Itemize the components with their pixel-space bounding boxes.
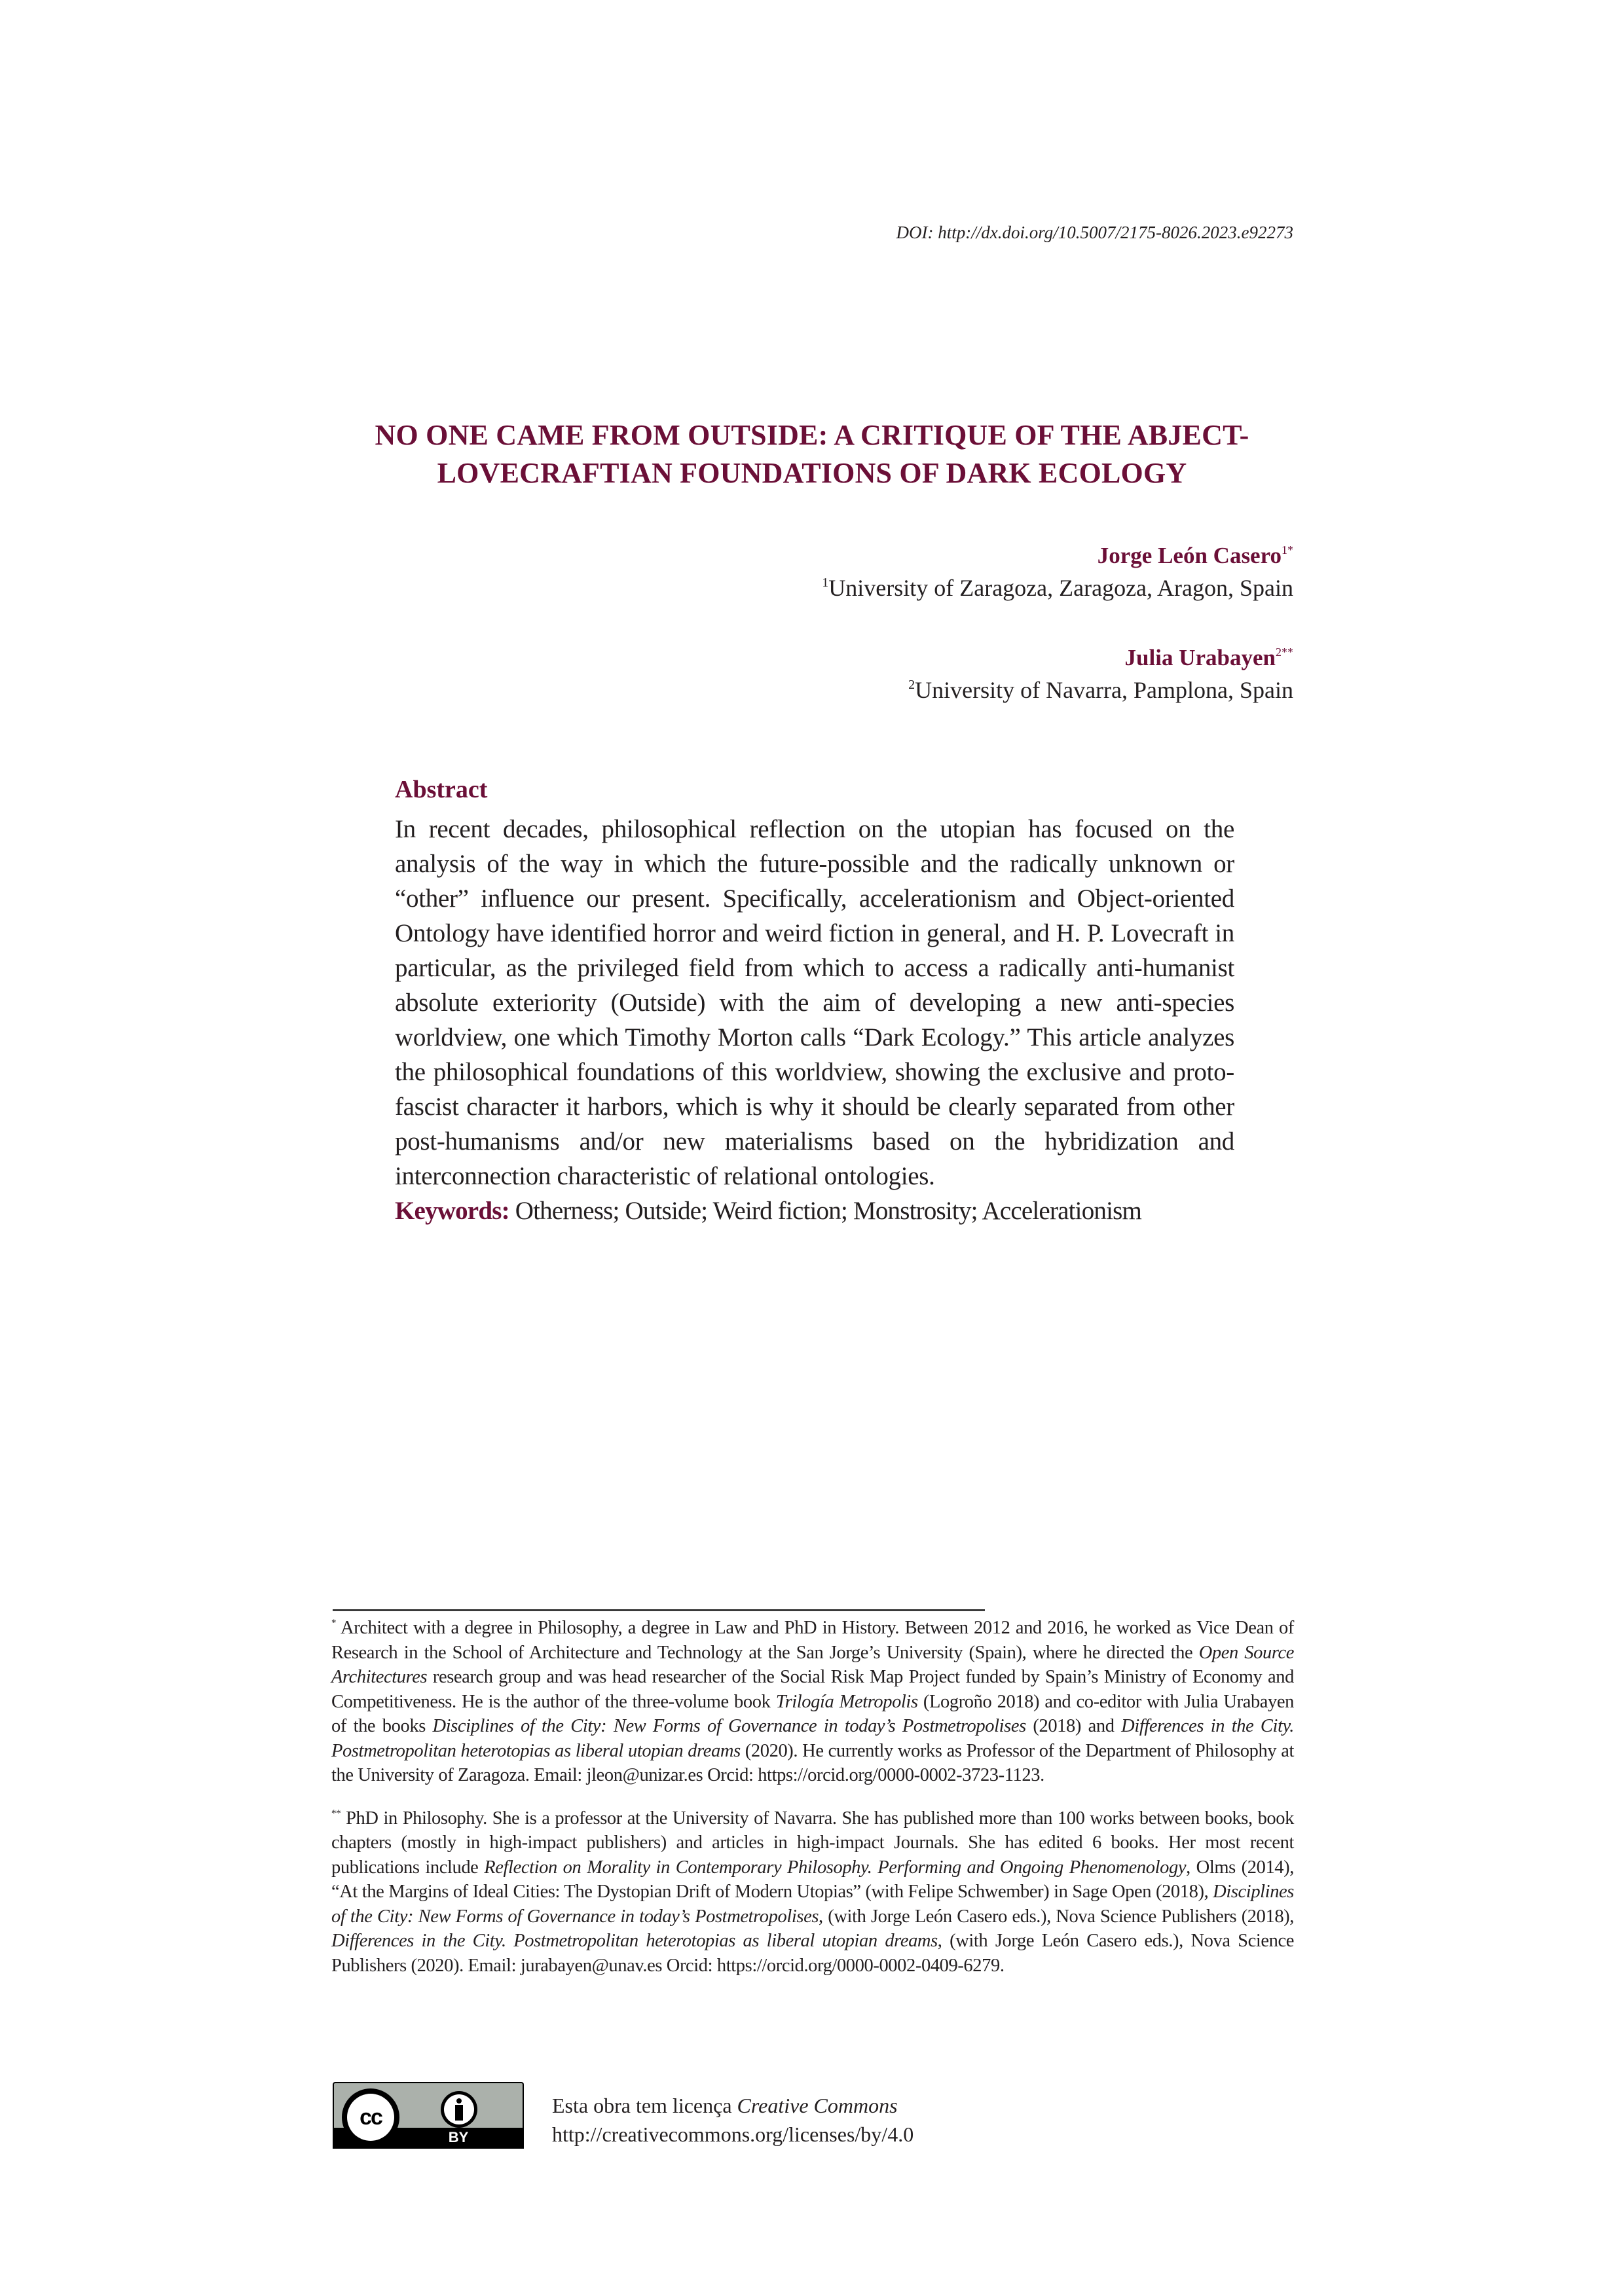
footnote-title-text: Disciplines of the City: New Forms of Governance in today’s Postmetropolises — [331, 1882, 1294, 1927]
author-affiliation: $^2$University of Navarra, Pamplona, Spain — [908, 677, 1293, 703]
keywords-label: Keywords: — [395, 1197, 509, 1225]
author-block-2 — [908, 642, 1293, 706]
footnote-text: (Logroño 2018) and co-editor with Julia Urabayen of the books — [331, 1691, 1295, 1736]
affiliation-marker: 1 — [822, 575, 829, 590]
footnote-text: PhD in Philosophy. She is a professor at the University of Navarra. She has published more than 100 works between books, book chapters (mostly in high-impact publishers) and articles in high-impact Journals. She has edited 6 books. Her most recent publications include — [331, 1808, 1294, 1878]
footnote-title-text: Trilogía Metropolis — [775, 1691, 918, 1712]
creative-commons-icon: cc — [342, 2088, 399, 2146]
author-name: Julia Urabayen$^{2**}$ — [1124, 645, 1293, 670]
author-affiliation: $^1$University of Zaragoza, Zaragoza, Aragon, Spain — [822, 575, 1293, 601]
article-title — [314, 416, 1310, 492]
author-footnote-marker[interactable]: 1* — [1282, 543, 1293, 556]
footnote-1 — [331, 1616, 1294, 1788]
footnote-marker: ** — [331, 1808, 341, 1819]
affiliation-marker: 2 — [908, 678, 915, 692]
license-block — [333, 2082, 1053, 2154]
doi-link[interactable]: DOI: http://dx.doi.org/10.5007/2175-8026.2023.e92273 — [896, 223, 1293, 242]
footnote-2 — [331, 1806, 1294, 1978]
cc-by-badge[interactable] — [333, 2082, 524, 2149]
footnote-title-text: Differences in the City. Postmetropolitan heterotopias as liberal utopian dreams — [331, 1716, 1294, 1761]
footnotes-section — [331, 1616, 1294, 1978]
footnote-divider — [333, 1609, 985, 1611]
abstract-heading: Abstract — [395, 776, 488, 803]
abstract-section — [395, 773, 1234, 1228]
license-url[interactable]: http://creativecommons.org/licenses/by/4.0 — [552, 2123, 914, 2146]
footnote-text: , (with Jorge León Casero eds.), Nova Science Publishers (2018), — [819, 1906, 1294, 1927]
title-line-1: NO ONE CAME FROM OUTSIDE: A CRITIQUE OF THE ABJECT- — [375, 419, 1249, 451]
author-footnote-marker[interactable]: 2** — [1276, 646, 1293, 659]
footnote-text: research group and was head researcher of the Social Risk Map Project funded by Spain’s Ministry of Economy and Competitiveness. He is the author of the three-volume book — [331, 1667, 1294, 1712]
keywords-list: Otherness; Outside; Weird fiction; Monstrosity; Accelerationism — [515, 1197, 1142, 1225]
by-label: BY — [448, 2129, 469, 2145]
footnote-title-text: Disciplines of the City: New Forms of Governance in today’s Postmetropolises — [432, 1716, 1026, 1736]
footnote-marker: * — [331, 1618, 337, 1628]
author-block-1 — [822, 539, 1293, 604]
abstract-body: In recent decades, philosophical reflection on the utopian has focused on the analysis of the way in which the future-possible and the radically unknown or “other” influence our present. Specifically, accelerationism and Object-oriented Ontology have identified horror and weird fiction in general, and H. P. Lovecraft in particular, as the privileged field from which to access a radically anti-humanist absolute exteriority (Outside) with the aim of developing a new anti-species worldview, one which Timothy Morton calls “Dark Ecology.” This article analyzes the philosophical foundations of this worldview, showing the exclusive and proto-fascist character it harbors, which is why it should be clearly separated from other post-humanisms and/or new materialisms based on the hybridization and interconnection characteristic of relational ontologies. — [395, 815, 1234, 1190]
footnote-text: (2020). He currently works as Professor of the Department of Philosophy at the University of Zaragoza. Email: jleon@unizar.es Orcid: https://orcid.org/0000-0002-3723-1123. — [331, 1740, 1294, 1785]
title-line-2: LOVECRAFTIAN FOUNDATIONS OF DARK ECOLOGY — [437, 457, 1187, 489]
keywords-line — [395, 1194, 1234, 1228]
license-line-1: Esta obra tem licença Creative Commons — [552, 2094, 898, 2117]
footnote-text: Architect with a degree in Philosophy, a degree in Law and PhD in History. Between 2012 and 2016, he worked as Vice Dean of Research in the School of Architecture and Technology at the San Jorge’s University (Spain), where he directed the — [331, 1618, 1294, 1663]
footnote-title-text: Reflection on Morality in Contemporary Philosophy. Performing and Ongoing Phenomenology — [484, 1857, 1187, 1878]
footnote-text: (2018) and — [1025, 1716, 1122, 1736]
author-name: Jorge León Casero$^{1*}$ — [1097, 543, 1293, 568]
footnote-title-text: Differences in the City. Postmetropolitan heterotopias as liberal utopian dreams — [331, 1931, 938, 1951]
license-text — [552, 2091, 913, 2149]
attribution-person-icon — [441, 2091, 477, 2128]
footnote-text: , (with Jorge León Casero eds.), Nova Science Publishers (2020). Email: jurabayen@unav.es Orcid: https://orcid.org/0000-0002-0409-6279. — [331, 1931, 1294, 1976]
footnote-title-text: Open Source Architectures — [331, 1642, 1294, 1687]
footnote-text: , Olms (2014), “At the Margins of Ideal Cities: The Dystopian Drift of Modern Utopias” (with Felipe Schwember) in Sage Open (2018), — [331, 1857, 1294, 1902]
